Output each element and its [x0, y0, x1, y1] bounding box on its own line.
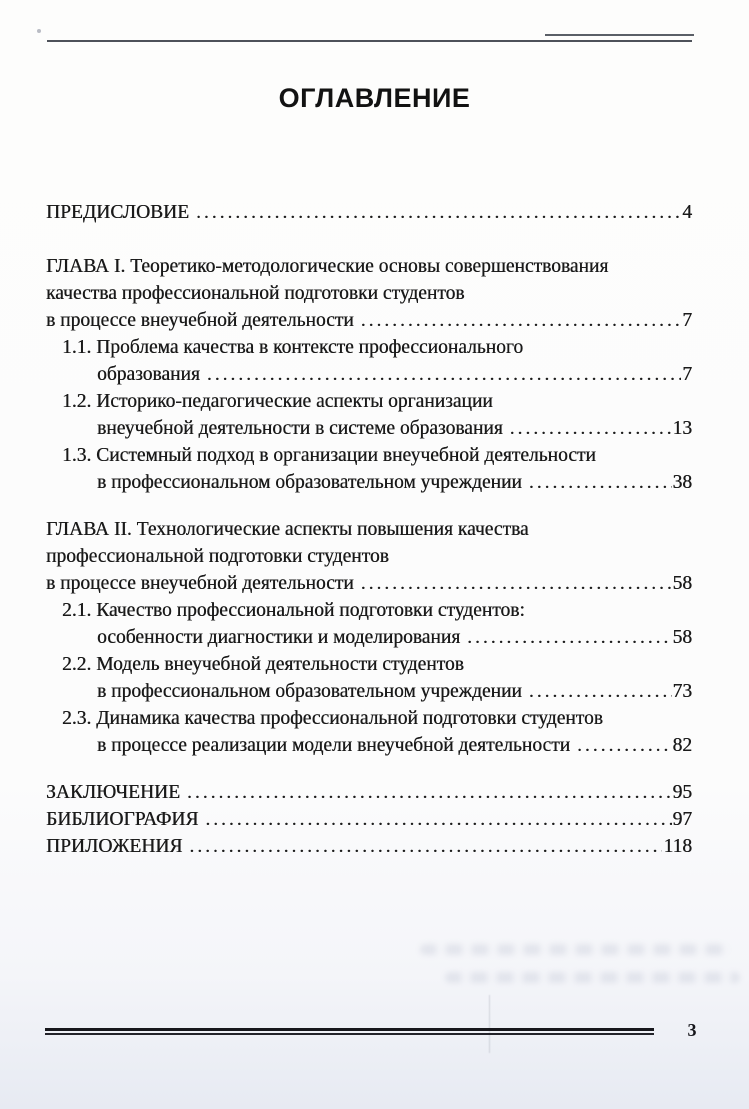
toc-entry-text: ЗАКЛЮЧЕНИЕ: [46, 782, 181, 803]
toc-entry-page-number: 73: [672, 681, 692, 702]
toc-line: [46, 779, 692, 806]
dot-leader: [361, 307, 682, 334]
toc-line: [46, 833, 692, 860]
toc-line: [46, 705, 692, 732]
toc-entry-text: в процессе реализации модели внеучебной деятельности: [97, 735, 571, 756]
folio-page-number: 3: [687, 1020, 697, 1040]
toc-entry-text: внеучебной деятельности в системе образования: [97, 418, 503, 439]
bottom-rule-lower: [45, 1033, 654, 1035]
toc-entry-text: особенности диагностики и моделирования: [97, 627, 461, 648]
toc-line: [46, 199, 692, 226]
toc-line: [46, 361, 692, 388]
toc-line: [46, 280, 692, 307]
toc-entry-text: ПРЕДИСЛОВИЕ: [46, 202, 190, 223]
toc-line: [46, 806, 692, 833]
dot-leader: [510, 415, 672, 442]
dot-leader: [529, 469, 672, 496]
toc-entry-text: 2.3. Динамика качества профессиональной подготовки студентов: [62, 708, 603, 729]
toc-line: [46, 570, 692, 597]
toc-entry-page-number: 4: [682, 202, 692, 223]
toc-entry-text: ГЛАВА II. Технологические аспекты повышения качества: [46, 519, 529, 540]
bottom-rule-upper: [45, 1028, 654, 1031]
toc-entry-text: в процессе внеучебной деятельности: [46, 310, 354, 331]
scan-speck: [37, 29, 41, 33]
top-rule-long: [47, 40, 692, 42]
toc-entry-page-number: 38: [672, 472, 692, 493]
dot-leader: [187, 779, 671, 806]
dot-leader: [196, 199, 681, 226]
toc-entry-page-number: 82: [672, 735, 692, 756]
toc-line: [46, 678, 692, 705]
toc-line: [46, 442, 692, 469]
toc-entry-page-number: 58: [672, 573, 692, 594]
toc-entry-page-number: 58: [672, 627, 692, 648]
dot-leader: [189, 833, 662, 860]
top-rule-short: [545, 34, 694, 36]
toc-line: [46, 624, 692, 651]
toc-entry-text: в процессе внеучебной деятельности: [46, 573, 354, 594]
toc-line: [46, 307, 692, 334]
page-title: ОГЛАВЛЕНИЕ: [278, 83, 471, 113]
toc-entry-page-number: 97: [672, 809, 692, 830]
toc-line: [46, 415, 692, 442]
toc-entry-text: 1.1. Проблема качества в контексте профессионального: [62, 337, 524, 358]
toc-line: [46, 516, 692, 543]
bleed-through-text: [445, 972, 740, 983]
toc-line: [46, 651, 692, 678]
toc-entry-page-number: 95: [672, 782, 692, 803]
dot-leader: [361, 570, 672, 597]
dot-leader: [205, 806, 671, 833]
toc-entry-text: 2.2. Модель внеучебной деятельности студентов: [62, 654, 464, 675]
toc-line: [46, 597, 692, 624]
toc-entry-page-number: 7: [682, 310, 692, 331]
toc-line: [46, 253, 692, 280]
bleed-through-text: [420, 944, 730, 955]
toc-entry-text: БИБЛИОГРАФИЯ: [46, 809, 199, 830]
toc-entry-text: в профессиональном образовательном учреждении: [97, 681, 522, 702]
dot-leader: [467, 624, 671, 651]
toc-line: [46, 334, 692, 361]
toc-entry-text: в профессиональном образовательном учреждении: [97, 472, 522, 493]
toc-entry-text: 1.2. Историко-педагогические аспекты организации: [62, 391, 493, 412]
toc-entry-text: качества профессиональной подготовки студентов: [46, 283, 465, 304]
toc-entry-text: ПРИЛОЖЕНИЯ: [46, 836, 183, 857]
toc-entry-page-number: 7: [682, 364, 692, 385]
dot-leader: [529, 678, 672, 705]
toc-entry-page-number: 13: [672, 418, 692, 439]
dot-leader: [577, 732, 671, 759]
toc-entry-page-number: 118: [663, 836, 692, 857]
toc-list: [46, 199, 692, 860]
toc-entry-text: профессиональной подготовки студентов: [46, 546, 389, 567]
dot-leader: [207, 361, 681, 388]
page-crease: [489, 995, 490, 1053]
toc-entry-text: 2.1. Качество профессиональной подготовки студентов:: [62, 600, 525, 621]
toc-entry-text: образования: [97, 364, 200, 385]
toc-entry-text: 1.3. Системный подход в организации внеучебной деятельности: [62, 445, 596, 466]
toc-line: [46, 732, 692, 759]
toc-line: [46, 469, 692, 496]
toc-entry-text: ГЛАВА I. Теоретико-методологические основы совершенствования: [46, 256, 609, 277]
toc-line: [46, 388, 692, 415]
toc-line: [46, 543, 692, 570]
